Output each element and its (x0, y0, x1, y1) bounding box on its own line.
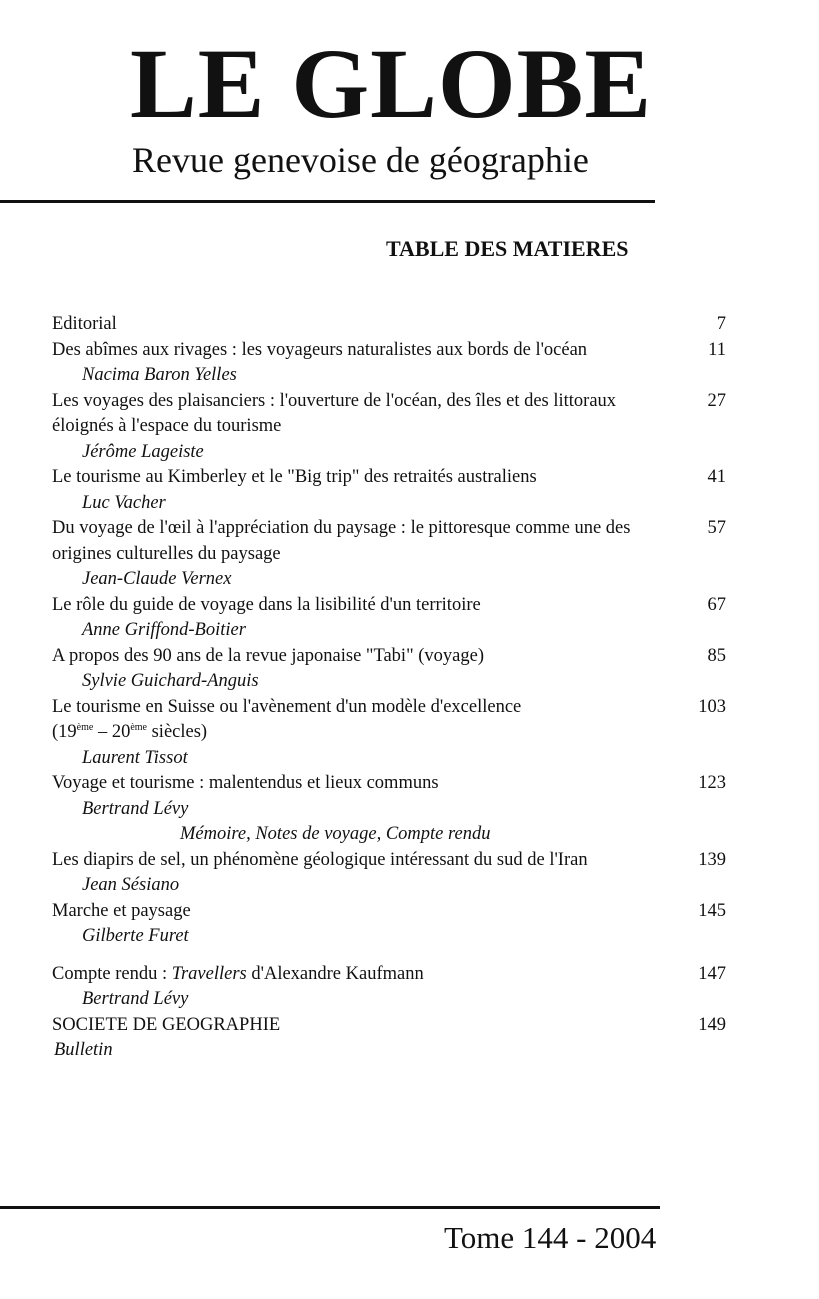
superscript-2: ème (130, 721, 147, 733)
toc-entry (52, 389, 732, 466)
entry-author: Jérôme Lageiste (82, 441, 204, 462)
entry-author: Anne Griffond-Boitier (82, 620, 246, 640)
toc-entry (52, 1013, 732, 1064)
journal-subtitle: Revue genevoise de géographie (132, 140, 589, 180)
toc-entry (52, 593, 732, 644)
toc-entry (52, 516, 732, 593)
entry-title-line1: Le tourisme en Suisse ou l'avènement d'un modèle d'excellence (52, 696, 522, 717)
entry-page: 123 (698, 773, 726, 793)
entry-extra: Mémoire, Notes de voyage, Compte rendu (180, 824, 491, 844)
toc-entry (52, 771, 732, 848)
entry-page: 67 (707, 594, 726, 615)
toc-entry (52, 465, 732, 516)
entry-title: SOCIETE DE GEOGRAPHIE (52, 1014, 281, 1035)
entry-page: 139 (698, 849, 726, 870)
entry-page: 57 (707, 518, 726, 538)
toc-entry (52, 899, 732, 950)
entry-page: 103 (698, 696, 726, 717)
century-mid: – 20 (93, 722, 131, 742)
entry-page: 41 (707, 467, 726, 487)
entry-page: 147 (698, 963, 726, 984)
toc-entry (52, 848, 732, 899)
entry-title: A propos des 90 ans de la revue japonaise "Tabi" (voyage) (52, 645, 484, 666)
century-start: (19 (52, 722, 77, 742)
entry-title-suffix: d'Alexandre Kaufmann (246, 963, 424, 984)
entry-page: 27 (707, 390, 726, 411)
entry-title-italic: Travellers (171, 963, 247, 984)
entry-title: Des abîmes aux rivages : les voyageurs naturalistes aux bords de l'océan (52, 339, 588, 360)
entry-author: Bertrand Lévy (82, 798, 189, 819)
entry-title: Du voyage de l'œil à l'appréciation du paysage : le pittoresque comme une des origines culturelles du paysage (52, 518, 631, 564)
entry-title: Marche et paysage (52, 900, 191, 921)
entry-author: Luc Vacher (82, 492, 166, 513)
entry-title: Les diapirs de sel, un phénomène géologique intéressant du sud de l'Iran (52, 849, 588, 870)
century-end: siècles) (146, 722, 208, 742)
toc-entry (52, 962, 732, 1013)
entry-page: 85 (707, 645, 726, 666)
entry-author: Jean-Claude Vernex (82, 569, 232, 589)
entry-title: Editorial (52, 314, 117, 334)
entry-title: Voyage et tourisme : malentendus et lieux communs (52, 773, 439, 793)
entry-title-prefix: Compte rendu : (52, 963, 172, 984)
toc-entry (52, 695, 732, 772)
entry-title (52, 962, 672, 988)
entry-title (52, 695, 672, 746)
entry-sub: Bulletin (54, 1040, 113, 1060)
tome-label: Tome 144 - 2004 (444, 1220, 657, 1255)
entry-author: Bertrand Lévy (82, 989, 189, 1009)
entry-page: 149 (698, 1014, 726, 1035)
entry-title-line2 (52, 722, 207, 742)
entry-title: Le tourisme au Kimberley et le "Big trip" des retraités australiens (52, 467, 537, 487)
bottom-rule (0, 1206, 660, 1209)
superscript-1: ème (76, 721, 94, 733)
entry-author: Sylvie Guichard-Anguis (82, 671, 259, 691)
toc-entry (52, 644, 732, 695)
entry-page: 7 (716, 314, 726, 334)
table-of-contents (52, 312, 732, 1064)
entry-author: Jean Sésiano (82, 875, 180, 895)
journal-title: LE GLOBE (130, 28, 653, 139)
toc-entry (52, 312, 732, 338)
entry-page: 145 (698, 900, 726, 921)
entry-title: Les voyages des plaisanciers : l'ouverture de l'océan, des îles et des littoraux éloignés à l'espace du tourisme (52, 390, 617, 436)
top-rule (0, 200, 655, 203)
entry-author: Nacima Baron Yelles (82, 365, 237, 385)
entry-author: Gilberte Furet (82, 926, 189, 946)
toc-entry (52, 338, 732, 389)
entry-title: Le rôle du guide de voyage dans la lisibilité d'un territoire (52, 594, 481, 615)
entry-author: Laurent Tissot (82, 747, 188, 768)
toc-heading: TABLE DES MATIERES (386, 236, 629, 261)
entry-page: 11 (708, 339, 726, 360)
